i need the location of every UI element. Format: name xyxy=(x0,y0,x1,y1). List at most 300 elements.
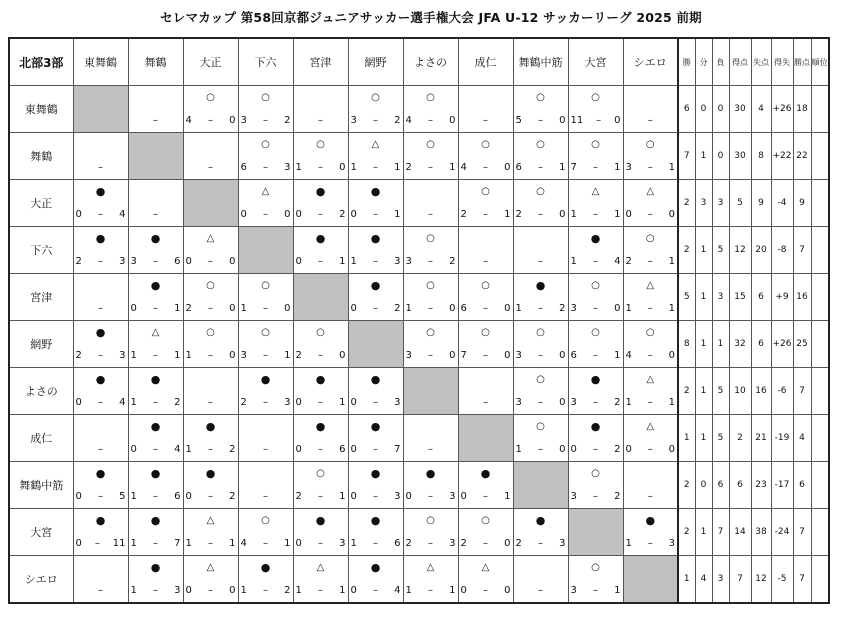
stat-value: 7 xyxy=(793,509,811,556)
match-cell xyxy=(293,415,348,462)
match-cell xyxy=(458,368,513,415)
stat-value: 6 xyxy=(751,274,771,321)
score-left: 0 xyxy=(185,585,192,596)
stat-value: 25 xyxy=(793,321,811,368)
stat-value: 1 xyxy=(695,368,712,415)
score-dash: – xyxy=(428,350,433,361)
stat-value: 23 xyxy=(751,462,771,509)
match-cell xyxy=(128,509,183,556)
result-mark: ● xyxy=(590,373,601,386)
match-score xyxy=(296,445,346,455)
match-cell xyxy=(183,227,238,274)
match-score xyxy=(186,116,236,126)
score-left: 1 xyxy=(130,585,137,596)
match-cell xyxy=(403,227,458,274)
score-left: 0 xyxy=(460,585,467,596)
score-left: 0 xyxy=(75,491,82,502)
score-dash: – xyxy=(593,491,598,502)
score-right: 1 xyxy=(614,585,621,596)
match-cell xyxy=(403,462,458,509)
match-cell xyxy=(128,556,183,604)
match-cell xyxy=(348,180,403,227)
stat-value: 6 xyxy=(729,462,751,509)
score-left: 2 xyxy=(295,491,302,502)
match-cell xyxy=(238,462,293,509)
score-left: 1 xyxy=(515,444,522,455)
match-cell xyxy=(238,274,293,321)
result-mark: △ xyxy=(646,186,655,197)
match-cell xyxy=(513,415,568,462)
match-cell xyxy=(568,227,623,274)
score-left: 0 xyxy=(350,444,357,455)
score-dash: – xyxy=(263,538,268,549)
result-mark: ○ xyxy=(261,515,270,526)
match-score xyxy=(406,586,456,596)
score-left: 0 xyxy=(295,538,302,549)
score-right: 1 xyxy=(394,209,401,220)
match-cell xyxy=(568,133,623,180)
score-dash: – xyxy=(428,303,433,314)
unplayed-dash: – xyxy=(483,115,488,126)
result-mark: ● xyxy=(315,185,326,198)
match-score xyxy=(516,116,566,126)
score-left: 0 xyxy=(185,256,192,267)
score-right: 0 xyxy=(229,115,236,126)
match-cell xyxy=(128,274,183,321)
match-cell xyxy=(348,133,403,180)
column-team-header: 舞鶴 xyxy=(128,38,183,86)
score-dash: – xyxy=(263,585,268,596)
score-left: 0 xyxy=(75,397,82,408)
self-match-cell xyxy=(568,509,623,556)
result-mark: ● xyxy=(205,467,216,480)
header-row xyxy=(9,38,829,86)
score-dash: – xyxy=(593,397,598,408)
match-cell xyxy=(238,368,293,415)
match-cell xyxy=(238,509,293,556)
score-left: 2 xyxy=(240,397,247,408)
unplayed-dash: – xyxy=(263,444,268,455)
stat-value: -17 xyxy=(771,462,793,509)
stat-value: 16 xyxy=(751,368,771,415)
score-dash: – xyxy=(483,162,488,173)
match-cell xyxy=(458,321,513,368)
match-cell xyxy=(623,274,678,321)
match-score xyxy=(241,539,291,549)
score-dash: – xyxy=(318,162,323,173)
score-right: 1 xyxy=(614,162,621,173)
self-match-cell xyxy=(73,86,128,133)
score-dash: – xyxy=(98,209,103,220)
result-mark: ● xyxy=(370,373,381,386)
score-dash: – xyxy=(318,444,323,455)
match-score xyxy=(76,398,126,408)
unplayed-dash: – xyxy=(428,209,433,220)
score-right: 2 xyxy=(394,303,401,314)
score-right: 6 xyxy=(174,491,181,502)
match-score xyxy=(241,398,291,408)
column-team-header: 舞鶴中筋 xyxy=(513,38,568,86)
stat-value: 30 xyxy=(729,86,751,133)
score-left: 4 xyxy=(460,162,467,173)
score-dash: – xyxy=(593,350,598,361)
score-right: 0 xyxy=(668,444,675,455)
result-mark: ● xyxy=(315,514,326,527)
match-score xyxy=(131,492,181,502)
score-dash: – xyxy=(593,256,598,267)
stat-value: 10 xyxy=(729,368,751,415)
table-row xyxy=(9,227,829,274)
unplayed-dash: – xyxy=(98,585,103,596)
stat-value xyxy=(811,368,829,415)
score-dash: – xyxy=(483,538,488,549)
result-mark: ○ xyxy=(261,280,270,291)
score-dash: – xyxy=(208,491,213,502)
score-dash: – xyxy=(153,256,158,267)
result-mark: ● xyxy=(150,373,161,386)
score-right: 0 xyxy=(229,256,236,267)
row-team-header: 東舞鶴 xyxy=(9,86,73,133)
stat-header: 勝 xyxy=(678,38,695,86)
score-left: 0 xyxy=(240,209,247,220)
score-left: 0 xyxy=(130,303,137,314)
match-score xyxy=(571,445,621,455)
match-cell xyxy=(513,556,568,604)
result-mark: ○ xyxy=(206,280,215,291)
stat-header: 失点 xyxy=(751,38,771,86)
score-right: 2 xyxy=(339,209,346,220)
column-team-header: 成仁 xyxy=(458,38,513,86)
unplayed-dash: – xyxy=(208,397,213,408)
score-dash: – xyxy=(428,162,433,173)
score-left: 5 xyxy=(515,115,522,126)
score-dash: – xyxy=(153,397,158,408)
score-left: 3 xyxy=(405,350,412,361)
score-dash: – xyxy=(596,115,602,126)
score-left: 1 xyxy=(350,256,357,267)
stat-value xyxy=(811,462,829,509)
score-right: 1 xyxy=(394,162,401,173)
match-cell xyxy=(293,462,348,509)
score-left: 1 xyxy=(185,350,192,361)
score-left: 2 xyxy=(515,209,522,220)
stat-header: 得点 xyxy=(729,38,751,86)
match-score xyxy=(296,210,346,220)
score-right: 2 xyxy=(449,256,456,267)
stat-value: 3 xyxy=(695,180,712,227)
match-cell xyxy=(128,321,183,368)
score-left: 0 xyxy=(350,303,357,314)
stat-header: 負 xyxy=(712,38,729,86)
result-mark: ● xyxy=(150,467,161,480)
score-left: 6 xyxy=(240,162,247,173)
stat-value: 5 xyxy=(729,180,751,227)
score-dash: – xyxy=(538,209,543,220)
result-mark: ● xyxy=(370,232,381,245)
score-right: 4 xyxy=(174,444,181,455)
match-cell xyxy=(403,180,458,227)
match-cell xyxy=(623,180,678,227)
score-dash: – xyxy=(538,350,543,361)
match-cell xyxy=(623,86,678,133)
result-mark: ○ xyxy=(536,374,545,385)
result-mark: ● xyxy=(95,326,106,339)
match-cell xyxy=(403,86,458,133)
match-score xyxy=(461,163,511,173)
stat-value: 32 xyxy=(729,321,751,368)
score-right: 1 xyxy=(339,585,346,596)
score-dash: – xyxy=(483,585,488,596)
match-score xyxy=(516,304,566,314)
score-left: 3 xyxy=(240,350,247,361)
match-score xyxy=(461,351,511,361)
stat-value: -8 xyxy=(771,227,793,274)
score-right: 1 xyxy=(668,256,675,267)
unplayed-dash: – xyxy=(647,491,653,502)
score-right: 0 xyxy=(504,303,511,314)
score-left: 3 xyxy=(570,491,577,502)
score-dash: – xyxy=(647,397,653,408)
stat-value: 7 xyxy=(793,368,811,415)
result-mark: ○ xyxy=(316,327,325,338)
score-left: 2 xyxy=(405,538,412,549)
score-left: 0 xyxy=(295,209,302,220)
stat-header: 順位 xyxy=(811,38,829,86)
score-left: 0 xyxy=(185,491,192,502)
result-mark: ○ xyxy=(536,421,545,432)
unplayed-dash: – xyxy=(153,115,158,126)
result-mark: ● xyxy=(535,279,546,292)
result-mark: ● xyxy=(95,185,106,198)
score-dash: – xyxy=(208,538,213,549)
stat-value: 5 xyxy=(712,368,729,415)
stat-value: 21 xyxy=(751,415,771,462)
score-right: 6 xyxy=(174,256,181,267)
match-score xyxy=(131,351,181,361)
match-score xyxy=(351,586,401,596)
score-left: 1 xyxy=(185,444,192,455)
score-right: 1 xyxy=(504,209,511,220)
match-cell xyxy=(73,556,128,604)
stat-value: 7 xyxy=(793,227,811,274)
match-cell xyxy=(623,415,678,462)
match-cell xyxy=(293,180,348,227)
match-cell xyxy=(293,86,348,133)
stat-value: 22 xyxy=(793,133,811,180)
match-score xyxy=(351,539,401,549)
result-mark: ○ xyxy=(426,92,435,103)
match-cell xyxy=(128,86,183,133)
row-team-header: 舞鶴中筋 xyxy=(9,462,73,509)
stat-header: 得失 xyxy=(771,38,793,86)
score-dash: – xyxy=(647,444,653,455)
stat-header: 分 xyxy=(695,38,712,86)
score-dash: – xyxy=(647,350,653,361)
match-score xyxy=(186,304,236,314)
score-dash: – xyxy=(318,397,323,408)
self-match-cell xyxy=(183,180,238,227)
result-mark: ● xyxy=(150,232,161,245)
score-right: 3 xyxy=(394,397,401,408)
match-score xyxy=(461,492,511,502)
result-mark: ● xyxy=(425,467,436,480)
stat-value xyxy=(811,180,829,227)
stat-value: -24 xyxy=(771,509,793,556)
match-score xyxy=(241,210,291,220)
match-cell xyxy=(128,227,183,274)
result-mark: ● xyxy=(260,561,271,574)
result-mark: ○ xyxy=(206,92,215,103)
score-right: 2 xyxy=(174,397,181,408)
score-dash: – xyxy=(153,585,158,596)
stat-value: 0 xyxy=(695,462,712,509)
score-left: 0 xyxy=(75,209,82,220)
match-cell xyxy=(458,462,513,509)
score-right: 1 xyxy=(668,162,675,173)
stat-value: 8 xyxy=(678,321,695,368)
score-dash: – xyxy=(153,350,158,361)
score-dash: – xyxy=(208,444,213,455)
match-score xyxy=(351,210,401,220)
stat-value: 6 xyxy=(793,462,811,509)
score-left: 1 xyxy=(240,303,247,314)
score-right: 3 xyxy=(668,538,675,549)
match-score xyxy=(516,351,566,361)
unplayed-dash: – xyxy=(98,303,103,314)
result-mark: ● xyxy=(590,420,601,433)
result-mark: ○ xyxy=(481,515,490,526)
score-right: 2 xyxy=(614,397,621,408)
table-row xyxy=(9,462,829,509)
match-cell xyxy=(183,462,238,509)
match-cell xyxy=(568,462,623,509)
score-right: 7 xyxy=(174,538,181,549)
score-right: 0 xyxy=(614,303,621,314)
match-score xyxy=(241,586,291,596)
score-dash: – xyxy=(94,538,100,549)
row-team-header: 網野 xyxy=(9,321,73,368)
score-right: 1 xyxy=(504,491,511,502)
score-right: 1 xyxy=(284,350,291,361)
column-team-header: シエロ xyxy=(623,38,678,86)
score-dash: – xyxy=(98,350,103,361)
stat-value: 2 xyxy=(678,227,695,274)
match-score xyxy=(406,492,456,502)
score-left: 2 xyxy=(460,209,467,220)
score-right: 6 xyxy=(394,538,401,549)
match-score xyxy=(461,539,511,549)
score-dash: – xyxy=(483,350,488,361)
score-left: 3 xyxy=(515,397,522,408)
match-cell xyxy=(568,274,623,321)
score-left: 6 xyxy=(515,162,522,173)
score-left: 3 xyxy=(570,397,577,408)
stat-value: 9 xyxy=(793,180,811,227)
row-team-header: 下六 xyxy=(9,227,73,274)
score-left: 1 xyxy=(570,209,577,220)
score-dash: – xyxy=(538,162,543,173)
stat-value: 3 xyxy=(712,274,729,321)
stat-value: 12 xyxy=(729,227,751,274)
match-cell xyxy=(128,368,183,415)
result-mark: ○ xyxy=(645,139,655,150)
match-cell xyxy=(568,415,623,462)
match-score xyxy=(131,539,181,549)
score-right: 0 xyxy=(449,303,456,314)
match-cell xyxy=(348,509,403,556)
match-cell xyxy=(513,180,568,227)
result-mark: △ xyxy=(206,233,215,244)
match-cell xyxy=(73,321,128,368)
column-team-header: 大宮 xyxy=(568,38,623,86)
score-dash: – xyxy=(373,209,378,220)
page-title: セレマカップ 第58回京都ジュニアサッカー選手権大会 JFA U-12 サッカーリーグ 2025 前期 xyxy=(160,10,702,25)
score-left: 0 xyxy=(570,444,577,455)
match-cell xyxy=(183,274,238,321)
stat-value: 9 xyxy=(751,180,771,227)
score-right: 2 xyxy=(229,444,236,455)
score-left: 0 xyxy=(295,397,302,408)
column-team-header: 下六 xyxy=(238,38,293,86)
score-right: 2 xyxy=(614,444,621,455)
score-dash: – xyxy=(373,115,378,126)
result-mark: ○ xyxy=(536,139,545,150)
score-dash: – xyxy=(318,538,323,549)
match-score xyxy=(571,398,621,408)
unplayed-dash: – xyxy=(263,491,268,502)
self-match-cell xyxy=(238,227,293,274)
result-mark: ● xyxy=(150,561,161,574)
score-dash: – xyxy=(647,303,653,314)
score-left: 1 xyxy=(130,491,137,502)
score-left: 3 xyxy=(570,303,577,314)
result-mark: ○ xyxy=(261,139,270,150)
match-cell xyxy=(348,227,403,274)
match-score xyxy=(406,163,456,173)
score-left: 4 xyxy=(625,350,632,361)
score-left: 1 xyxy=(625,303,632,314)
score-right: 0 xyxy=(284,209,291,220)
score-dash: – xyxy=(208,303,213,314)
score-dash: – xyxy=(593,444,598,455)
stat-value: 7 xyxy=(793,556,811,604)
stat-value: +9 xyxy=(771,274,793,321)
score-dash: – xyxy=(263,397,268,408)
score-left: 0 xyxy=(350,397,357,408)
result-mark: ○ xyxy=(591,468,600,479)
match-cell xyxy=(348,368,403,415)
match-cell xyxy=(348,415,403,462)
result-mark: △ xyxy=(206,515,215,526)
score-dash: – xyxy=(373,491,378,502)
table-row xyxy=(9,274,829,321)
stat-value: 5 xyxy=(712,227,729,274)
match-score xyxy=(571,492,621,502)
column-team-header: 東舞鶴 xyxy=(73,38,128,86)
result-mark: ● xyxy=(95,232,106,245)
match-score xyxy=(76,351,126,361)
match-cell xyxy=(293,368,348,415)
stat-value xyxy=(811,321,829,368)
match-score xyxy=(186,492,236,502)
self-match-cell xyxy=(623,556,678,604)
score-left: 0 xyxy=(350,209,357,220)
score-right: 1 xyxy=(174,350,181,361)
score-right: 1 xyxy=(284,538,291,549)
score-left: 3 xyxy=(350,115,357,126)
score-right: 0 xyxy=(229,585,236,596)
result-mark: ● xyxy=(370,185,381,198)
